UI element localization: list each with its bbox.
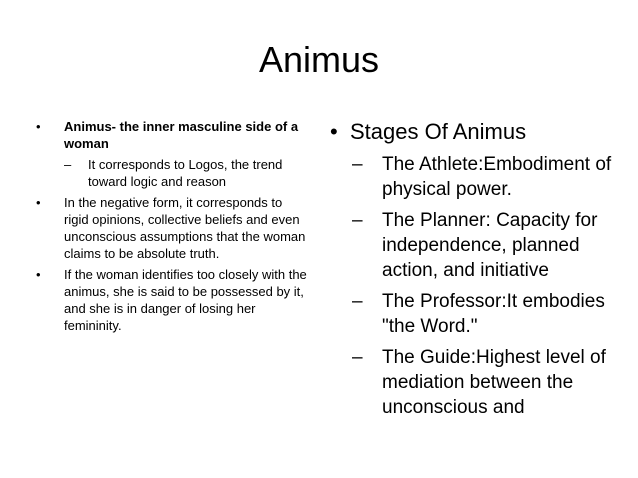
dash-icon: – — [352, 347, 363, 368]
left-bullet-3-text: If the woman identifies too closely with the animus, she is said to be possessed by it, and she is in danger of losing her femininity. — [64, 267, 307, 333]
left-bullet-1-text: Animus- the inner masculine side of a woman — [64, 119, 299, 151]
dash-icon: – — [352, 291, 363, 312]
bullet-icon: • — [36, 195, 41, 210]
bullet-icon: • — [330, 119, 338, 144]
slide-title: Animus — [258, 39, 380, 80]
left-bullet-3 — [36, 266, 308, 334]
stage-item-2-text: The Planner: Capacity for independence, planned action, and initiative — [382, 210, 598, 281]
left-bullet-1 — [36, 118, 308, 152]
stage-item-4 — [330, 345, 630, 420]
dash-icon: – — [352, 210, 363, 231]
stage-item-2 — [330, 208, 630, 283]
stage-item-1-text: The Athlete:Embodiment of physical power. — [382, 154, 612, 200]
left-bullet-2 — [36, 194, 308, 262]
stage-item-3 — [330, 289, 630, 339]
right-heading-bullet — [330, 118, 630, 146]
right-heading-text: Stages Of Animus — [350, 119, 527, 144]
stage-item-3-text: The Professor:It embodies "the Word." — [382, 291, 605, 337]
dash-icon: – — [352, 154, 363, 175]
stage-item-4-text: The Guide:Highest level of mediation between the unconscious and — [382, 347, 606, 418]
right-column — [330, 118, 630, 426]
bullet-icon: • — [36, 119, 41, 134]
left-bullet-2-text: In the negative form, it corresponds to rigid opinions, collective beliefs and even unconscious assumptions that the woman claims to be absolute truth. — [64, 195, 306, 261]
bullet-icon: • — [36, 267, 41, 282]
left-sub-bullet-1 — [36, 156, 308, 190]
left-column — [36, 118, 308, 338]
left-sub-bullet-1-text: It corresponds to Logos, the trend toward logic and reason — [88, 157, 283, 189]
stage-item-1 — [330, 152, 630, 202]
dash-icon: – — [64, 157, 72, 172]
